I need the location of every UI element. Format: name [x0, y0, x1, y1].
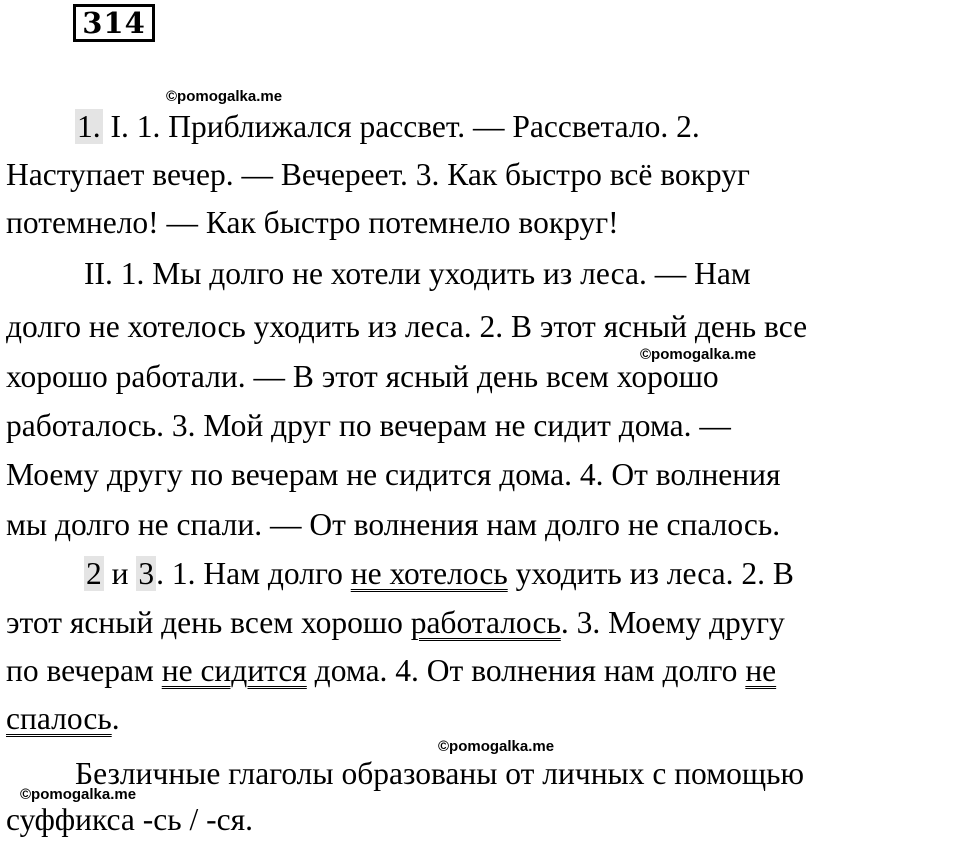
underlined-predicate: не: [745, 653, 777, 688]
watermark: ©pomogalka.me: [20, 786, 137, 803]
text-line: Моему другу по вечерам не сидится дома. 4. От волнения: [6, 457, 781, 492]
watermark: ©pomogalka.me: [166, 88, 283, 105]
exercise-number: 314: [73, 4, 155, 42]
underlined-predicate: спалось: [6, 701, 112, 736]
text-line: хорошо работали. — В этот ясный день всем хорошо: [6, 359, 719, 394]
text-line: 1. I. 1. Приближался рассвет. — Рассветало. 2.: [77, 109, 700, 144]
text-line: спалось.: [6, 701, 120, 736]
underlined-predicate: работалось: [410, 605, 561, 640]
text-line: этот ясный день всем хорошо работалось. 3. Моему другу: [6, 605, 785, 640]
underlined-predicate: не хотелось: [350, 556, 508, 591]
underlined-predicate: не сидится: [161, 653, 307, 688]
text-line: 2 и 3. 1. Нам долго не хотелось уходить из леса. 2. В: [86, 556, 794, 591]
section-marker: 2: [86, 556, 102, 591]
section-marker: 3: [138, 556, 155, 591]
section-marker: 1.: [77, 109, 101, 144]
text-line: суффикса -сь / -ся.: [6, 802, 253, 837]
text-line: по вечерам не сидится дома. 4. От волнения нам долго не: [6, 653, 777, 688]
text-line: Наступает вечер. — Вечереет. 3. Как быстро всё вокруг: [6, 157, 750, 192]
text-line: Безличные глаголы образованы от личных с помощью: [75, 756, 805, 791]
text-line: потемнело! — Как быстро потемнело вокруг!: [6, 205, 619, 240]
text-line: работалось. 3. Мой друг по вечерам не сидит дома. —: [6, 408, 731, 443]
watermark: ©pomogalka.me: [640, 346, 757, 363]
text-line: II. 1. Мы долго не хотели уходить из леса. — Нам: [84, 256, 751, 291]
text-line: мы долго не спали. — От волнения нам долго не спалось.: [6, 507, 781, 542]
watermark: ©pomogalka.me: [438, 738, 555, 755]
text-line: долго не хотелось уходить из леса. 2. В этот ясный день все: [6, 309, 808, 344]
